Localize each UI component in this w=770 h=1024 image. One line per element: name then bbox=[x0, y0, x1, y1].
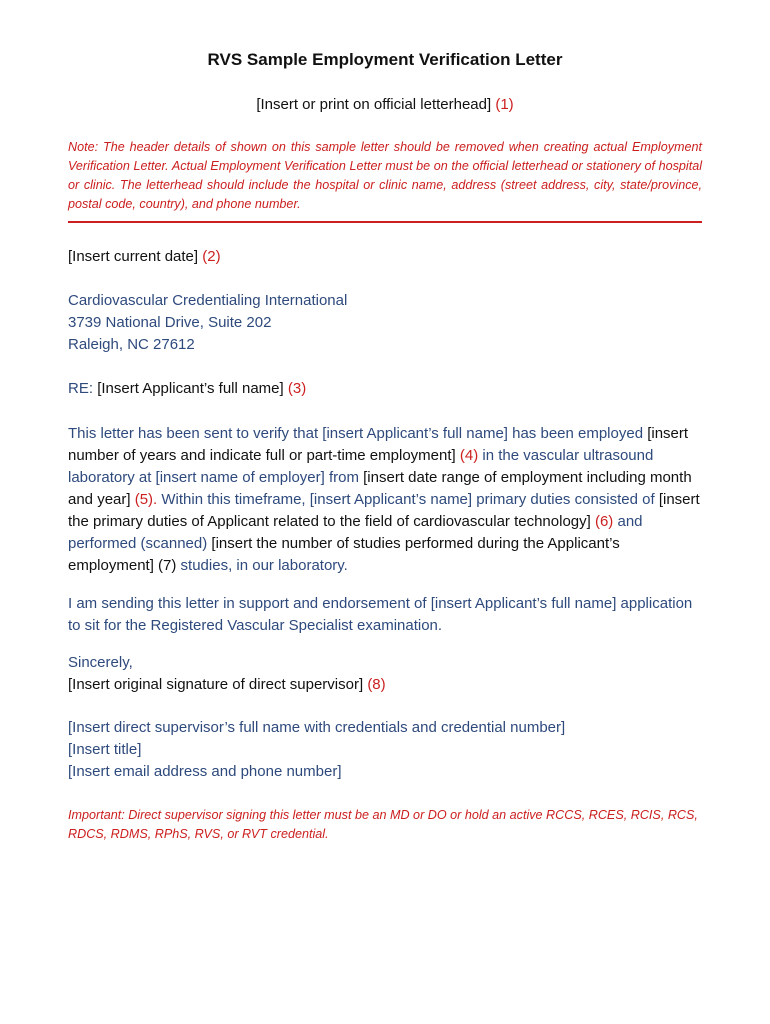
letterhead-placeholder bbox=[0, 96, 770, 113]
body1-s1: This letter has been sent to verify that [insert Applicant’s full name] has been employed bbox=[68, 425, 644, 442]
header-divider bbox=[68, 221, 702, 223]
address-line-3: Raleigh, NC 27612 bbox=[68, 336, 195, 353]
signature-line bbox=[68, 674, 708, 696]
signature-text: [Insert original signature of direct supervisor] bbox=[68, 676, 364, 693]
date-text: [Insert current date] bbox=[68, 248, 199, 265]
body1-s9: studies, in our laboratory. bbox=[180, 557, 348, 574]
body1-ref4: (4) bbox=[459, 447, 479, 464]
endorsement-paragraph: I am sending this letter in support and endorsement of [insert Applicant’s full name] application to sit for the Registered Vascular Specialist examination. bbox=[68, 595, 693, 634]
body1-s3: in the vascular ultrasound laboratory at [insert name of employer] from bbox=[68, 447, 654, 486]
letterhead-ref: (1) bbox=[495, 96, 514, 113]
body1-ref5: (5). bbox=[134, 491, 158, 508]
body1-s8: [insert the number of studies performed during the Applicant’s employment] (7) bbox=[68, 535, 620, 574]
body1-s7: and performed (scanned) bbox=[68, 513, 643, 552]
closing-sincerely: Sincerely, bbox=[68, 654, 133, 671]
body1-s6: [insert the primary duties of Applicant related to the field of cardiovascular technology] bbox=[68, 491, 700, 530]
closing-block bbox=[68, 652, 708, 696]
address-line-1: Cardiovascular Credentialing International bbox=[68, 292, 348, 309]
important-note: Important: Direct supervisor signing this letter must be an MD or DO or hold an active RCCS, RCES, RCIS, RCS, RDCS, RDMS, RPhS, RVS, or RVT credential. bbox=[68, 808, 698, 841]
verification-paragraph bbox=[68, 423, 708, 577]
date-line bbox=[68, 246, 708, 268]
body1-s5: Within this timeframe, [insert Applicant’s name] primary duties consisted of bbox=[161, 491, 655, 508]
supervisor-contact: [Insert email address and phone number] bbox=[68, 763, 342, 780]
recipient-address bbox=[68, 290, 708, 356]
body1-s4: [insert date range of employment including month and year] bbox=[68, 469, 692, 508]
supervisor-title: [Insert title] bbox=[68, 741, 142, 758]
supervisor-name: [Insert direct supervisor’s full name with credentials and credential number] bbox=[68, 719, 566, 736]
body1-ref6: (6) bbox=[594, 513, 614, 530]
re-ref: (3) bbox=[287, 380, 307, 397]
date-ref: (2) bbox=[202, 248, 221, 265]
re-line bbox=[68, 378, 708, 400]
re-label: RE: bbox=[68, 380, 94, 397]
letterhead-text: [Insert or print on official letterhead] bbox=[256, 96, 492, 113]
address-line-2: 3739 National Drive, Suite 202 bbox=[68, 314, 272, 331]
re-text: [Insert Applicant’s full name] bbox=[97, 380, 284, 397]
supervisor-details bbox=[68, 717, 708, 783]
signature-ref: (8) bbox=[367, 676, 386, 693]
document-title: RVS Sample Employment Verification Letter bbox=[207, 50, 563, 69]
header-note: Note: The header details of shown on this sample letter should be removed when creating actual Employment Verification Letter. Actual Employment Verification Letter must be on the official letterhead or stationery of hospital or clinic. The letterhead should include the hospital or clinic name, address (street address, city, state/province, postal code, country), and phone number. bbox=[68, 140, 702, 211]
body1-s2: [insert number of years and indicate full or part-time employment] bbox=[68, 425, 689, 464]
